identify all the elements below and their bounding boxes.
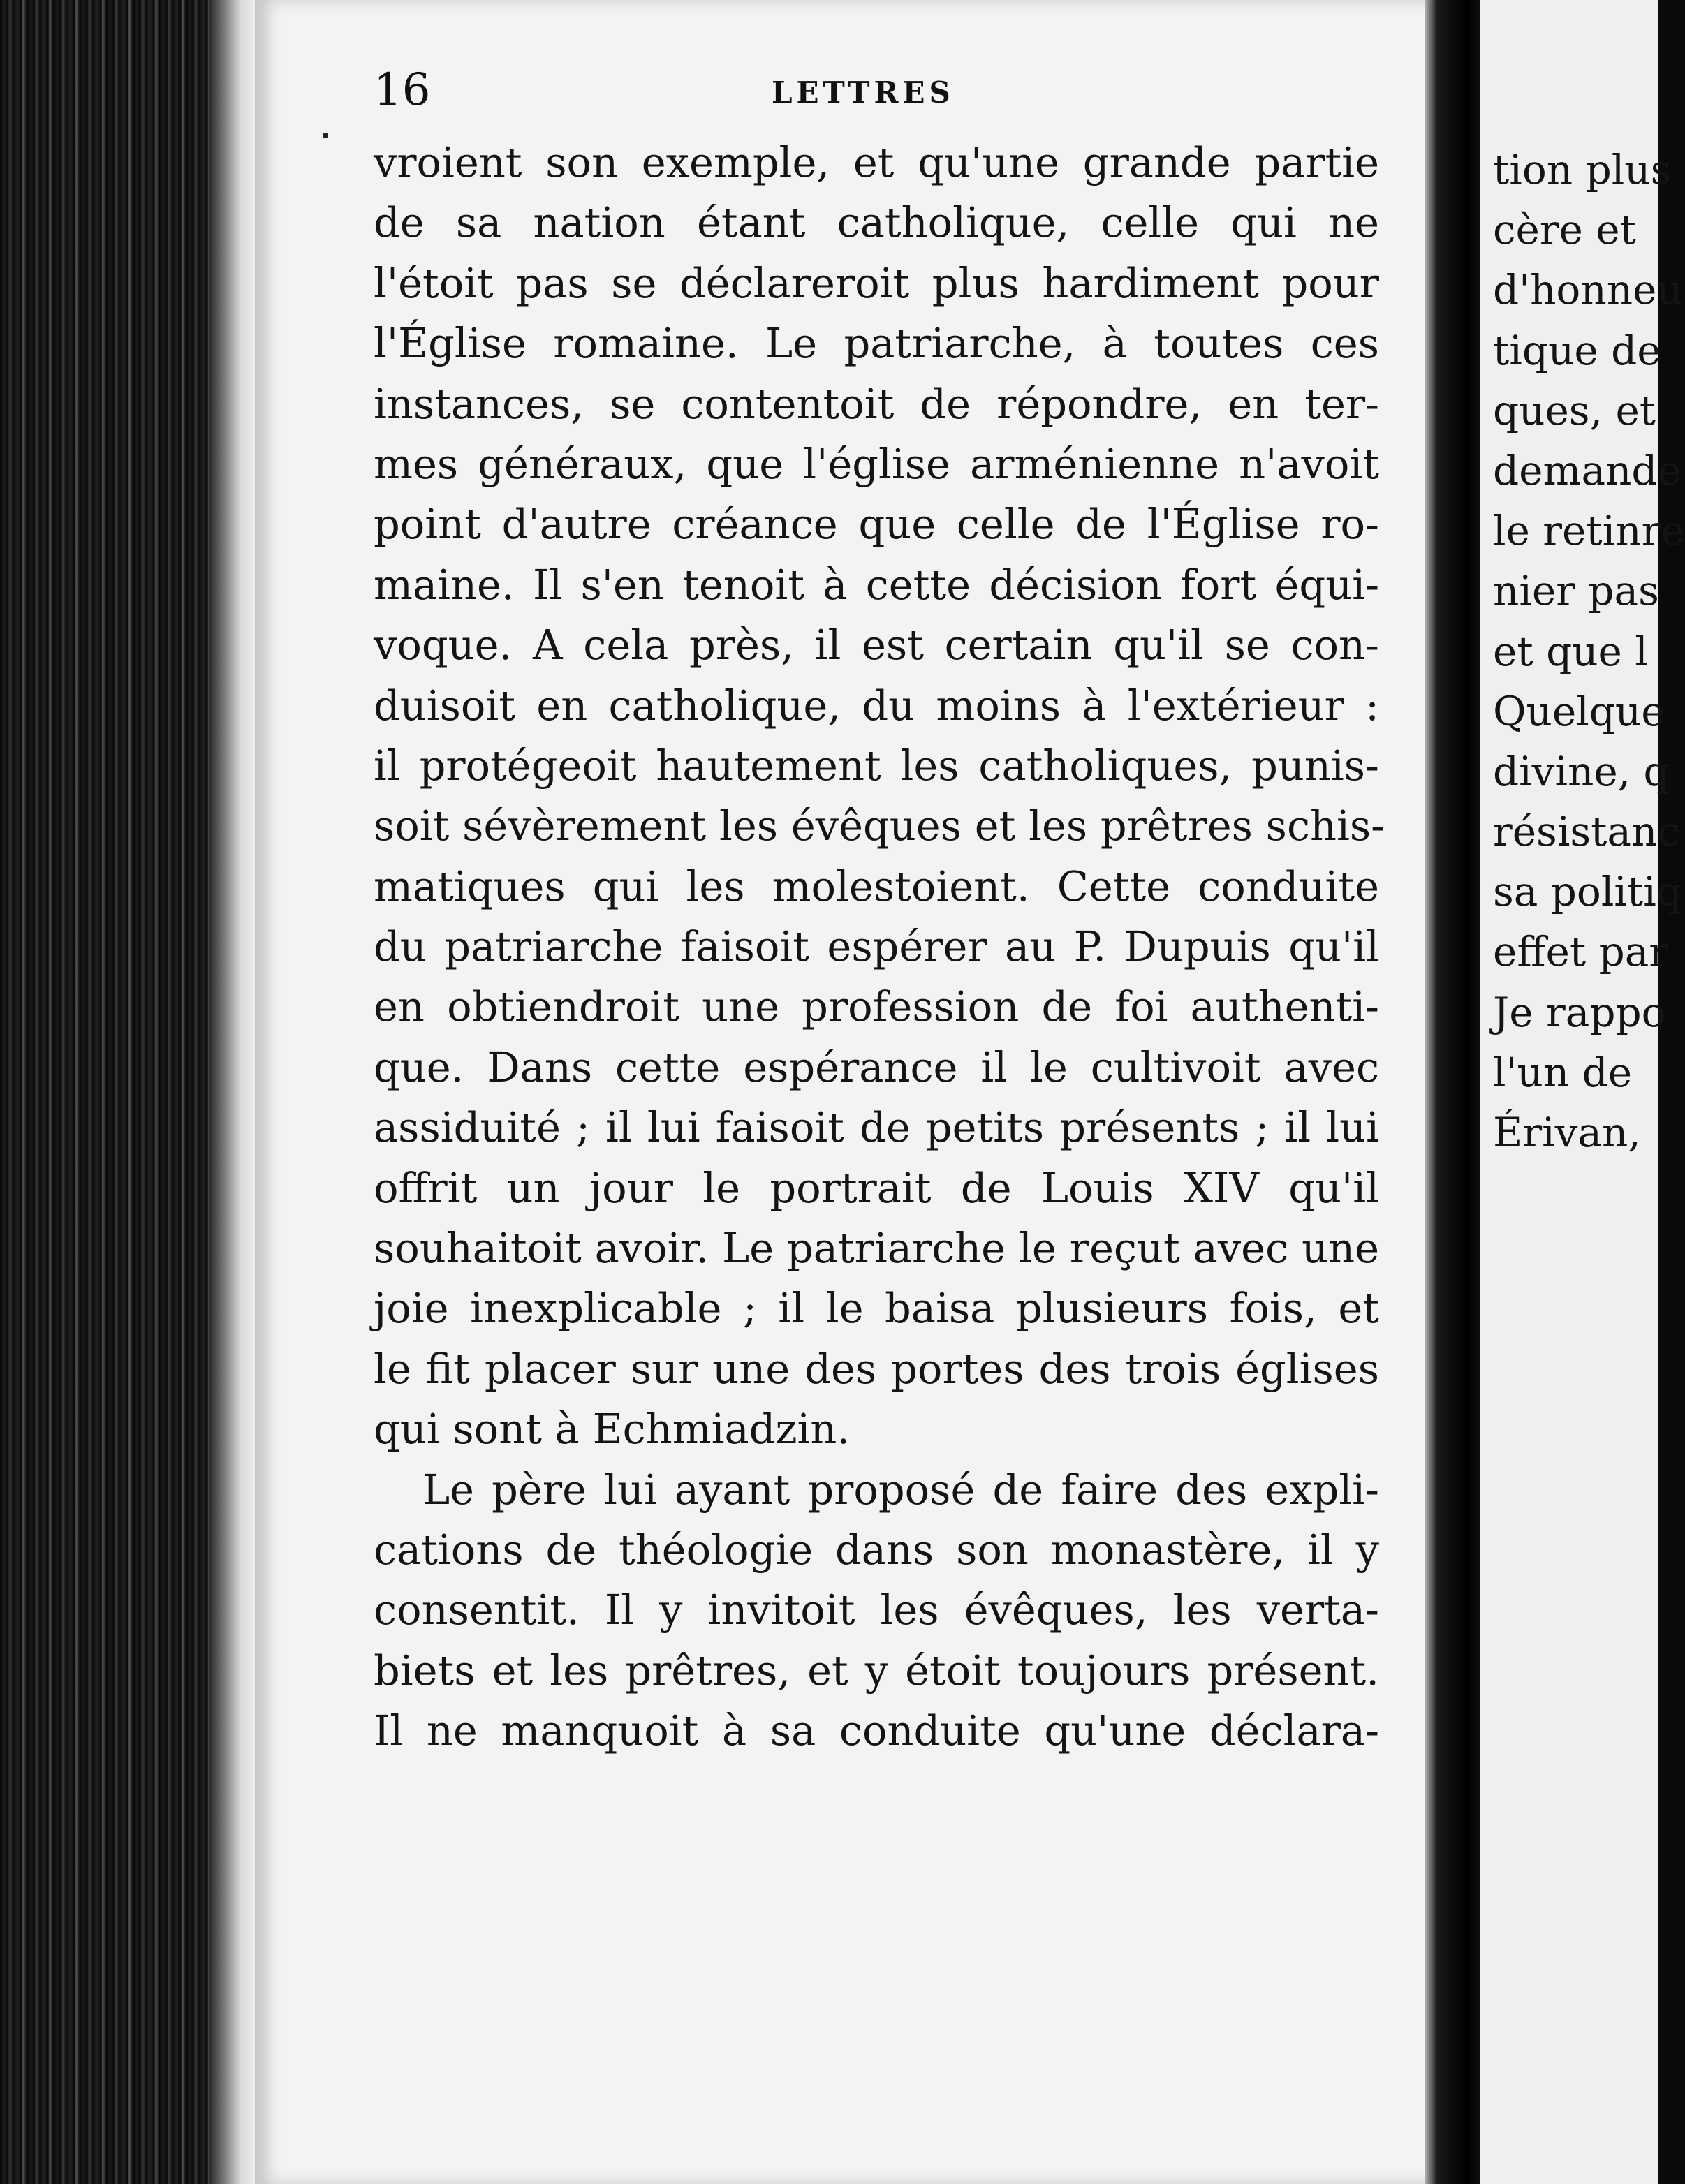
text-line: que. Dans cette espérance il le cultivoit avec xyxy=(374,1042,1379,1091)
text-line: instances, se contentoit de répondre, en ter- xyxy=(374,379,1379,428)
text-line: en obtiendroit une profession de foi authenti- xyxy=(374,982,1379,1031)
facing-text-line: cère et xyxy=(1493,206,1636,254)
facing-text-line: nier pas xyxy=(1493,567,1659,615)
text-line: vroient son exemple, et qu'une grande partie xyxy=(374,138,1379,186)
running-head xyxy=(374,64,1372,120)
facing-text-line: divine, q xyxy=(1493,747,1670,795)
text-line: le fit placer sur une des portes des trois églises xyxy=(374,1344,1379,1393)
text-line: voque. A cela près, il est certain qu'il se con- xyxy=(374,621,1379,670)
facing-text-line: tique de xyxy=(1493,326,1661,374)
ink-speck xyxy=(323,133,328,138)
text-line: matiques qui les molestoient. Cette conduite xyxy=(374,862,1379,910)
facing-text-line: d'honneu xyxy=(1493,266,1683,314)
text-line: point d'autre créance que celle de l'Église ro- xyxy=(374,500,1379,549)
text-line: l'Église romaine. Le patriarche, à toutes ces xyxy=(374,319,1379,368)
facing-text-line: l'un de xyxy=(1493,1048,1633,1096)
text-line: souhaitoit avoir. Le patriarche le reçut avec une xyxy=(374,1224,1379,1273)
page-edge-shadow xyxy=(209,0,258,2184)
body-text xyxy=(374,133,1385,1762)
text-line-paragraph-start: Le père lui ayant proposé de faire des expli- xyxy=(422,1465,1379,1514)
facing-text-line: le retinre xyxy=(1493,507,1685,555)
facing-text-line: sa politiq xyxy=(1493,868,1682,916)
facing-text-line: tion plus xyxy=(1493,146,1672,193)
facing-text-line: effet par xyxy=(1493,928,1669,976)
facing-text-line: résistanc xyxy=(1493,808,1680,856)
text-line: assiduité ; il lui faisoit de petits présents ; il lui xyxy=(374,1103,1379,1152)
text-line: duisoit en catholique, du moins à l'extérieur : xyxy=(374,681,1379,730)
facing-page-text xyxy=(1493,140,1685,1163)
text-line: joie inexplicable ; il le baisa plusieurs fois, et xyxy=(374,1284,1379,1333)
facing-text-line: et que l xyxy=(1493,627,1648,675)
text-line: l'étoit pas se déclareroit plus hardiment pour xyxy=(374,258,1379,307)
facing-text-line: Je rappo xyxy=(1493,988,1666,1036)
text-line: de sa nation étant catholique, celle qui ne xyxy=(374,198,1379,247)
text-line: il protégeoit hautement les catholiques, punis- xyxy=(374,741,1379,790)
facing-text-line: Érivan, xyxy=(1493,1109,1641,1156)
text-line: du patriarche faisoit espérer au P. Dupuis qu'il xyxy=(374,922,1379,971)
facing-text-line: demande xyxy=(1493,446,1682,494)
page-heading: LETTRES xyxy=(772,75,955,110)
text-line: cations de théologie dans son monastère, il y xyxy=(374,1525,1379,1574)
page-fold-shadow xyxy=(1425,0,1484,2184)
facing-text-line: ques, et xyxy=(1493,386,1656,434)
text-line-paragraph-end: qui sont à Echmiadzin. xyxy=(374,1405,851,1454)
text-line: consentit. Il y invitoit les évêques, les verta- xyxy=(374,1586,1379,1635)
text-line: maine. Il s'en tenoit à cette décision fort équi- xyxy=(374,560,1379,609)
text-line: soit sévèrement les évêques et les prêtres schis- xyxy=(374,802,1385,850)
text-line: Il ne manquoit à sa conduite qu'une déclara- xyxy=(374,1706,1379,1755)
text-line: offrit un jour le portrait de Louis XIV qu'il xyxy=(374,1163,1379,1212)
page-number: 16 xyxy=(374,64,431,116)
text-line: biets et les prêtres, et y étoit toujours présent. xyxy=(374,1646,1379,1695)
text-line: mes généraux, que l'église arménienne n'avoit xyxy=(374,439,1379,488)
facing-text-line: Quelque xyxy=(1493,687,1665,735)
